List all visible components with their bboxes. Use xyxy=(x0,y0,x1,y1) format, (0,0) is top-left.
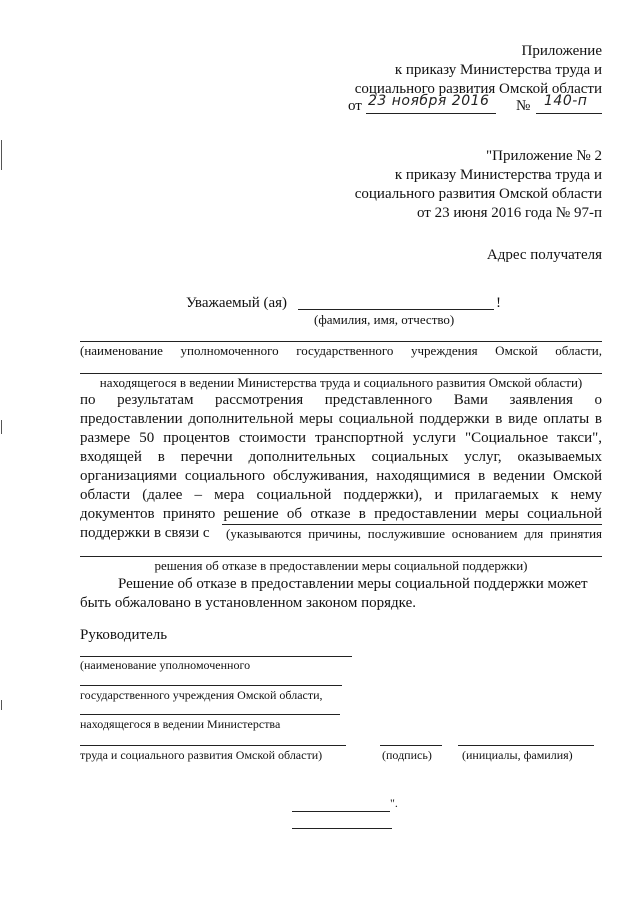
name-line xyxy=(458,745,594,746)
appendix2-line3: от 23 июня 2016 года № 97-п xyxy=(417,205,602,221)
body-line: предоставлении дополнительной меры социальной поддержки в виде оплаты в xyxy=(80,411,602,427)
appendix-line2: социального развития Омской области xyxy=(354,81,602,97)
reason-hint1: (указываются причины, послужившие основанием для принятия xyxy=(226,526,602,541)
name-hint: (инициалы, фамилия) xyxy=(462,748,573,762)
closing-line2 xyxy=(292,828,392,829)
institution-line xyxy=(80,341,602,342)
appendix-line1: к приказу Министерства труда и xyxy=(394,62,602,78)
signature-hint3: находящегося в ведении Министерства xyxy=(80,717,281,731)
date-prefix: от xyxy=(348,98,362,114)
sign-hint: (подпись) xyxy=(382,748,432,762)
institution-hint2: находящегося в ведении Министерства труда и социального развития Омской области) xyxy=(99,375,583,390)
handwritten-date: 23 ноября 2016 xyxy=(368,93,490,109)
closing-line1 xyxy=(292,811,390,812)
appendix-title: Приложение xyxy=(521,43,602,59)
appendix2-title: "Приложение № 2 xyxy=(486,148,602,164)
greeting-name-line xyxy=(298,309,494,310)
signature-hint4: труда и социального развития Омской области) xyxy=(80,748,323,762)
closing-quote: ". xyxy=(390,796,398,810)
signature-hint2: государственного учреждения Омской области, xyxy=(80,688,323,702)
signature-line2 xyxy=(80,685,342,686)
number-prefix: № xyxy=(516,98,531,114)
body-line: документов принято решение об отказе в предоставлении меры социальной xyxy=(80,506,602,522)
scan-edge-mark xyxy=(1,700,2,710)
greeting-label: Уважаемый (ая) xyxy=(186,295,288,311)
reason-hint2: решения об отказе в предоставлении меры социальной поддержки) xyxy=(154,558,528,573)
body-line: организациями социального обслуживания, находящимися в ведении Омской xyxy=(80,468,602,484)
body-line: входящей в перечни дополнительных социальных услуг, оказываемых xyxy=(80,449,602,465)
institution-line2 xyxy=(80,373,602,374)
appeal-line2: быть обжаловано в установленном законом порядке. xyxy=(80,595,416,611)
body-last-line: поддержки в связи с xyxy=(80,525,210,541)
recipient-address: Адрес получателя xyxy=(486,247,602,263)
greeting-hint: (фамилия, имя, отчество) xyxy=(314,312,455,327)
body-paragraph xyxy=(80,391,602,543)
appendix2-line2: социального развития Омской области xyxy=(354,186,602,202)
signature-hint1: (наименование уполномоченного xyxy=(80,658,251,672)
signature-line3 xyxy=(80,714,340,715)
body-line: области (далее – мера социальной поддержки), и прилагаемых к нему xyxy=(80,487,602,503)
reason-line xyxy=(222,524,602,525)
appendix2-line1: к приказу Министерства труда и xyxy=(394,167,602,183)
body-line: по результатам рассмотрения представленного Вами заявления о xyxy=(80,392,602,408)
signature-line4 xyxy=(80,745,346,746)
institution-hint1: (наименование уполномоченного государственного учреждения Омской области, xyxy=(80,343,602,358)
sign-line xyxy=(380,745,442,746)
appendix-header xyxy=(282,42,602,99)
appeal-line1: Решение об отказе в предоставлении меры социальной поддержки может xyxy=(118,576,588,592)
number-underline xyxy=(536,113,602,114)
scan-edge-mark xyxy=(1,420,2,434)
reason-line2 xyxy=(80,556,602,557)
signature-head: Руководитель xyxy=(80,627,168,643)
greeting-exclamation: ! xyxy=(496,295,501,311)
date-underline xyxy=(366,113,496,114)
signature-line1 xyxy=(80,656,352,657)
handwritten-number: 140-п xyxy=(544,93,588,109)
body-line: размере 50 процентов стоимости транспортной услуги "Социальное такси", xyxy=(80,430,602,446)
scan-edge-mark xyxy=(1,140,2,170)
appendix2-header xyxy=(282,147,602,223)
